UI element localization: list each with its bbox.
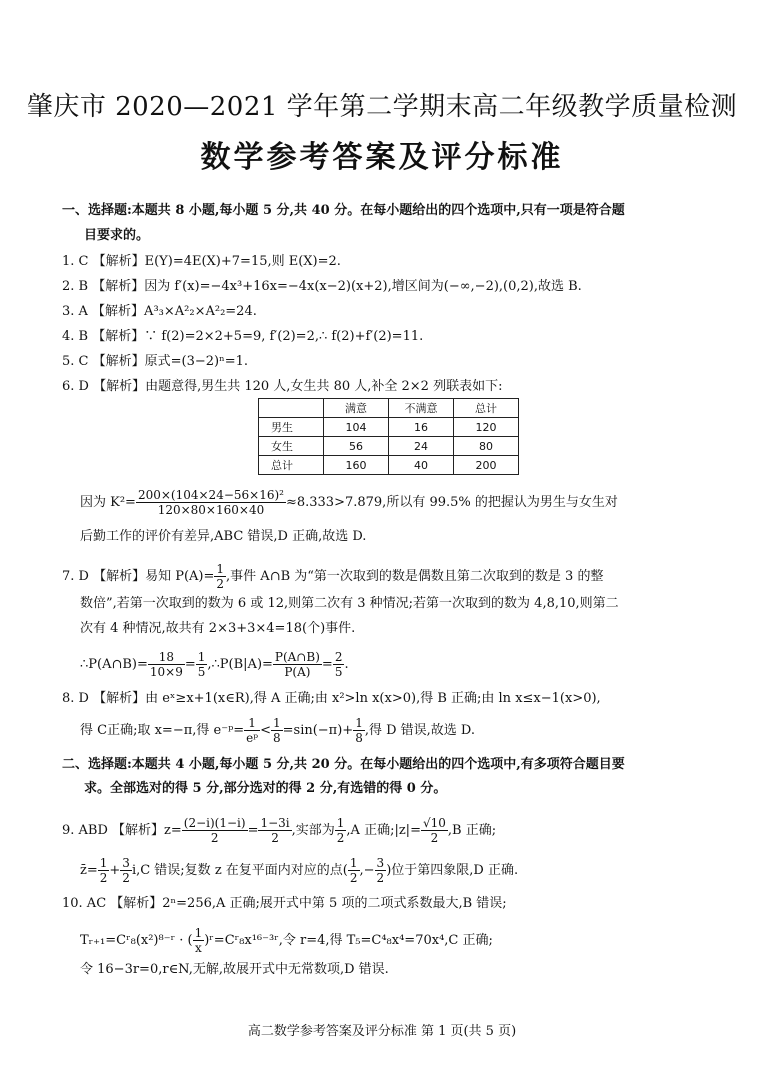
numerator: 18 (148, 650, 185, 665)
denominator: 120×80×160×40 (157, 503, 265, 517)
text: ∴P(A∩B)= (80, 657, 148, 672)
text: Tᵣ₊₁=Cʳ₈(x²)⁸⁻ʳ · ( (80, 933, 193, 948)
table-row (259, 456, 519, 475)
denominator: 8 (355, 731, 363, 745)
text: = (321, 657, 333, 672)
denominator: x (195, 941, 202, 955)
numerator: 1−3i (260, 816, 290, 830)
table-header-cell: 满意 (324, 399, 389, 418)
text: =sin(−π)+ (282, 723, 354, 738)
answer-4: 4. B 【解析】∵ f(2)=2×2+5=9, f′(2)=2,∴ f(2)+f′(2)=11. (62, 329, 424, 344)
text: )位于第四象限,D 正确. (386, 863, 519, 878)
answer-8-line2 (80, 716, 475, 745)
denominator: 2 (336, 831, 345, 845)
denominator: 2 (349, 871, 358, 885)
table-header-row (259, 399, 519, 418)
answer-8: 8. D 【解析】由 eˣ≥x+1(x∈R),得 A 正确;由 x²>ln x(x>0),得 B 正确;由 ln x≤x−1(x>0), (62, 691, 601, 706)
denominator: eᵖ (246, 731, 259, 745)
answer-6: 6. D 【解析】由题意得,男生共 120 人,女生共 80 人,补全 2×2 列联表如下: (62, 379, 503, 394)
table-cell: 120 (454, 418, 519, 437)
table-header-cell: 不满意 (389, 399, 454, 418)
text: z̄= (80, 863, 98, 878)
text: ,事件 A∩B 为“第一次取到的数是偶数且第二次取到的数是 3 的整 (226, 569, 604, 584)
text: 得 C正确;取 x=−π,得 e⁻ᵖ= (80, 723, 245, 738)
numerator: 1 (244, 716, 260, 731)
text: ,实部为 (291, 823, 335, 838)
fraction (244, 716, 260, 745)
denominator: 2 (210, 831, 219, 845)
fraction (335, 816, 347, 845)
fraction (120, 856, 132, 885)
numerator: 200×(104×24−56×16)² (137, 488, 284, 502)
answer-3: 3. A 【解析】A³₃×A²₂×A²₂=24. (62, 304, 257, 319)
text: . (344, 657, 349, 672)
table-cell: 104 (324, 418, 389, 437)
fraction (348, 856, 360, 885)
answer-10-line2 (80, 926, 493, 955)
fraction (136, 488, 286, 517)
answer-9-line2 (80, 856, 518, 885)
numerator: 1 (349, 856, 358, 870)
denominator: 5 (197, 665, 206, 679)
formula-prefix: 因为 K²= (80, 495, 136, 510)
table-row (259, 418, 519, 437)
answer-1: 1. C 【解析】E(Y)=4E(X)+7=15,则 E(X)=2. (62, 254, 341, 269)
table-cell: 16 (389, 418, 454, 437)
numerator: 1 (216, 562, 225, 576)
text: )ʳ=Cʳ₈x¹⁶⁻³ʳ,令 r=4,得 T₅=C⁴₈x⁴=70x⁴,C 正确; (204, 933, 493, 948)
table-cell: 总计 (259, 456, 324, 475)
numerator: 2 (334, 650, 343, 664)
fraction (353, 716, 365, 745)
answer-7-line3: 次有 4 种情况,故共有 2×3+3×4=18(个)事件. (80, 621, 356, 636)
table-cell: 160 (324, 456, 389, 475)
denominator: 2 (122, 871, 130, 885)
fraction (421, 816, 448, 845)
table-cell: 200 (454, 456, 519, 475)
denominator: 2 (271, 831, 279, 845)
table-cell: 80 (454, 437, 519, 456)
fraction (333, 650, 345, 679)
text: = (247, 823, 259, 838)
answer-9 (62, 816, 496, 845)
fraction (148, 650, 185, 679)
answer-5: 5. C 【解析】原式=(3−2)ⁿ=1. (62, 354, 249, 369)
section-heading-1: 一、选择题:本题共 8 小题,每小题 5 分,共 40 分。在每小题给出的四个选项中,只有一项是符合题 (62, 203, 625, 218)
fraction (182, 816, 248, 845)
answer-7-line2: 数倍”,若第一次取到的数为 6 或 12,则第二次有 3 种情况;若第一次取到的数为 4,8,10,则第二 (80, 596, 619, 611)
denominator: 2 (430, 831, 439, 845)
text: 9. ABD 【解析】z= (62, 823, 182, 838)
text: ,得 D 错误,故选 D. (364, 723, 476, 738)
table-cell: 女生 (259, 437, 324, 456)
section-heading-2-cont: 求。全部选对的得 5 分,部分选对的得 2 分,有选错的得 0 分。 (84, 781, 447, 796)
denominator: 8 (272, 731, 281, 745)
table-row (259, 437, 519, 456)
text: ,− (359, 863, 375, 878)
text: < (260, 723, 271, 738)
answer-6-formula (80, 488, 618, 517)
fraction (258, 816, 291, 845)
table-cell: 56 (324, 437, 389, 456)
section-heading-2: 二、选择题:本题共 4 小题,每小题 5 分,共 20 分。在每小题给出的四个选项中,有多项符合题目要 (62, 757, 625, 772)
fraction (98, 856, 110, 885)
answer-10-line3: 令 16−3r=0,r∈N,无解,故展开式中无常数项,D 错误. (80, 962, 389, 977)
table-header-cell (259, 399, 324, 418)
fraction (375, 856, 387, 885)
text: i,C 错误;复数 z 在复平面内对应的点( (131, 863, 348, 878)
denominator: 5 (334, 665, 343, 679)
numerator: 1 (272, 716, 281, 730)
fraction (193, 926, 205, 955)
fraction (196, 650, 208, 679)
numerator: (2−i)(1−i) (183, 816, 246, 830)
numerator: P(A∩B) (274, 650, 320, 664)
numerator: 1 (355, 716, 363, 730)
numerator: 3 (376, 856, 385, 870)
answer-6-cont: 后勤工作的评价有差异,ABC 错误,D 正确,故选 D. (80, 529, 367, 544)
denominator: P(A) (284, 665, 311, 679)
text: = (184, 657, 196, 672)
table-header-cell: 总计 (454, 399, 519, 418)
answer-7 (62, 562, 603, 591)
contingency-table (258, 398, 519, 475)
table-cell: 男生 (259, 418, 324, 437)
page-footer: 高二数学参考答案及评分标准 第 1 页(共 5 页) (247, 1024, 517, 1039)
text: ,A 正确;|z|= (346, 823, 421, 838)
section-heading-1-cont: 目要求的。 (84, 228, 150, 243)
table-cell: 24 (389, 437, 454, 456)
answer-10: 10. AC 【解析】2ⁿ=256,A 正确;展开式中第 5 项的二项式系数最大,B 错误; (62, 896, 507, 911)
denominator: 2 (376, 871, 385, 885)
numerator: 1 (194, 926, 203, 940)
numerator: √10 (422, 816, 446, 830)
denominator: 2 (99, 871, 108, 885)
page-title: 肇庆市 2020—2021 学年第二学期末高二年级教学质量检测 (26, 92, 738, 122)
text: 7. D 【解析】易知 P(A)= (62, 569, 215, 584)
page-subtitle: 数学参考答案及评分标准 (200, 140, 564, 175)
fraction (214, 562, 226, 591)
answer-7-line4 (80, 650, 349, 679)
denominator: 2 (216, 577, 225, 591)
denominator: 10×9 (149, 665, 183, 679)
text: + (109, 863, 121, 878)
numerator: 1 (99, 856, 108, 870)
numerator: 1 (197, 650, 206, 664)
formula-suffix: ≈8.333>7.879,所以有 99.5% 的把握认为男生与女生对 (285, 495, 618, 510)
fraction (273, 650, 322, 679)
fraction (271, 716, 283, 745)
numerator: 3 (122, 856, 130, 870)
table-cell: 40 (389, 456, 454, 475)
text: ,B 正确; (447, 823, 497, 838)
numerator: 1 (336, 816, 345, 830)
text: ,∴P(B|A)= (207, 657, 273, 672)
answer-2: 2. B 【解析】因为 f′(x)=−4x³+16x=−4x(x−2)(x+2),增区间为(−∞,−2),(0,2),故选 B. (62, 279, 582, 294)
